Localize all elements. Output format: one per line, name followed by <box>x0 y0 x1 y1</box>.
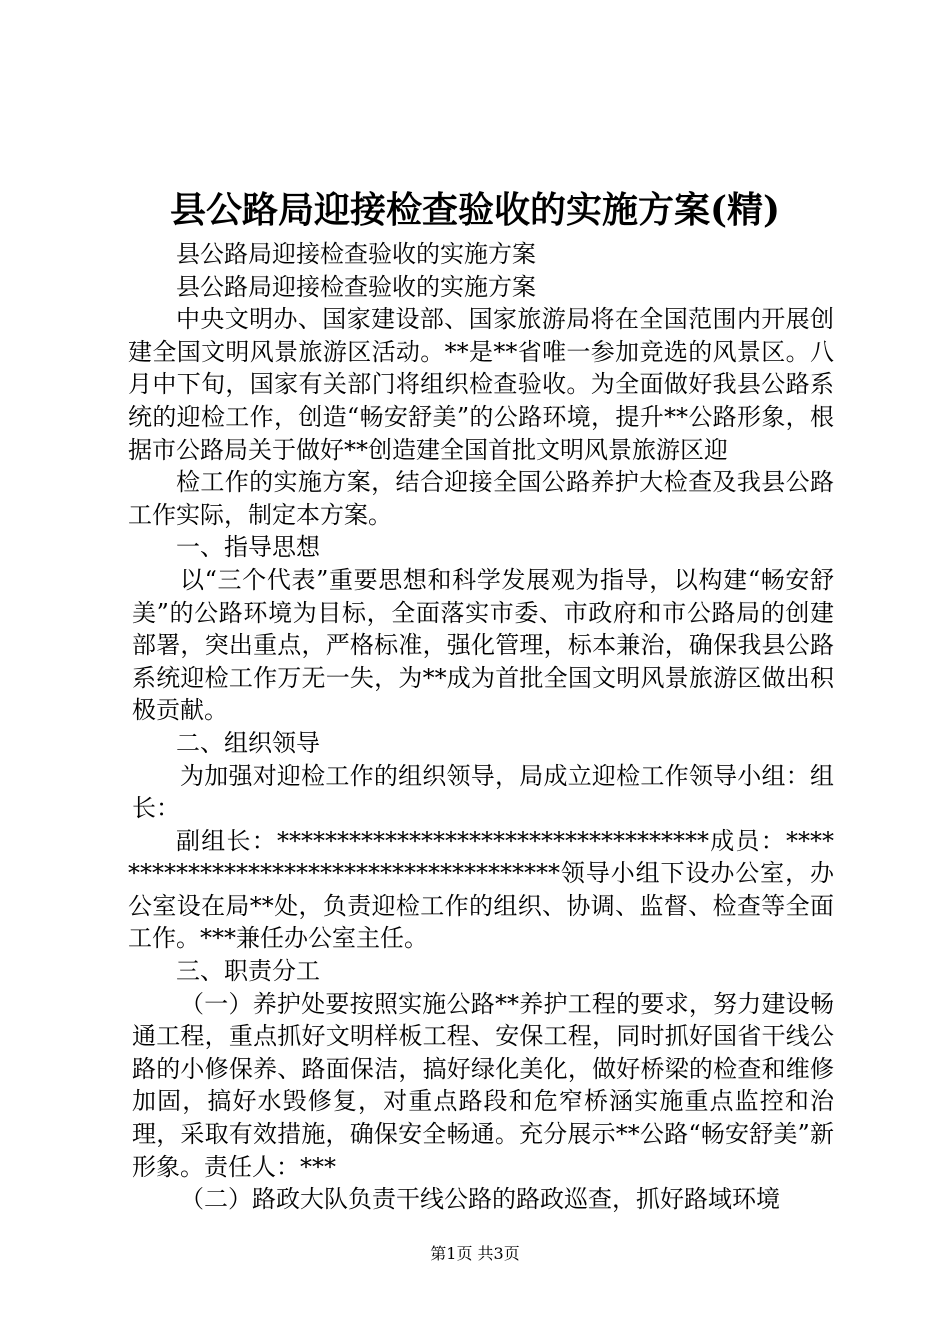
body-paragraph: （一）养护处要按照实施公路**养护工程的要求，努力建设畅通工程，重点抓好文明样板工程、安保工程，同时抓好国省干线公路的小修保养、路面保洁，搞好绿化美化，做好桥梁的检查和维修加固，搞好水毁修复，对重点路段和危窄桥涵实施重点监控和治理，采取有效措施，确保安全畅通。充分展示**公路“畅安舒美”新形象。责任人：*** <box>132 989 834 1181</box>
body-paragraph: 副组长：************************************成员：****************************************领导小组下设办公室，办公室设在局**处，负责迎检工作的组织、协调、监督、检查等全面工作。***兼任办公室主任。 <box>128 826 834 953</box>
subtitle-line: 县公路局迎接检查验收的实施方案 <box>176 272 536 301</box>
section-heading: 三、职责分工 <box>176 957 320 986</box>
body-paragraph: 以“三个代表”重要思想和科学发展观为指导，以构建“畅安舒美”的公路环境为目标，全面落实市委、市政府和市公路局的创建部署，突出重点，严格标准，强化管理，标本兼治，确保我县公路系统迎检工作万无一失，为**成为首批全国文明风景旅游区做出积极贡献。 <box>132 565 834 725</box>
body-paragraph: 中央文明办、国家建设部、国家旅游局将在全国范围内开展创建全国文明风景旅游区活动。**是**省唯一参加竞选的风景区。八月中下旬，国家有关部门将组织检查验收。为全面做好我县公路系统的迎检工作，创造“畅安舒美”的公路环境，提升**公路形象，根据市公路局关于做好**创造建全国首批文明风景旅游区迎 <box>128 305 834 464</box>
body-paragraph: （二）路政大队负责干线公路的路政巡查，抓好路域环境 <box>180 1185 780 1214</box>
document-title: 县公路局迎接检查验收的实施方案(精) <box>169 189 781 231</box>
subtitle-line: 县公路局迎接检查验收的实施方案 <box>176 240 536 268</box>
body-paragraph: 检工作的实施方案，结合迎接全国公路养护大检查及我县公路工作实际，制定本方案。 <box>128 468 834 529</box>
section-heading: 一、指导思想 <box>176 533 320 562</box>
section-heading: 二、组织领导 <box>176 728 320 757</box>
document-body <box>128 238 834 1216</box>
body-paragraph: 为加强对迎检工作的组织领导，局成立迎检工作领导小组：组长： <box>132 761 834 823</box>
page-footer: 第1页 共3页 <box>430 1244 520 1263</box>
